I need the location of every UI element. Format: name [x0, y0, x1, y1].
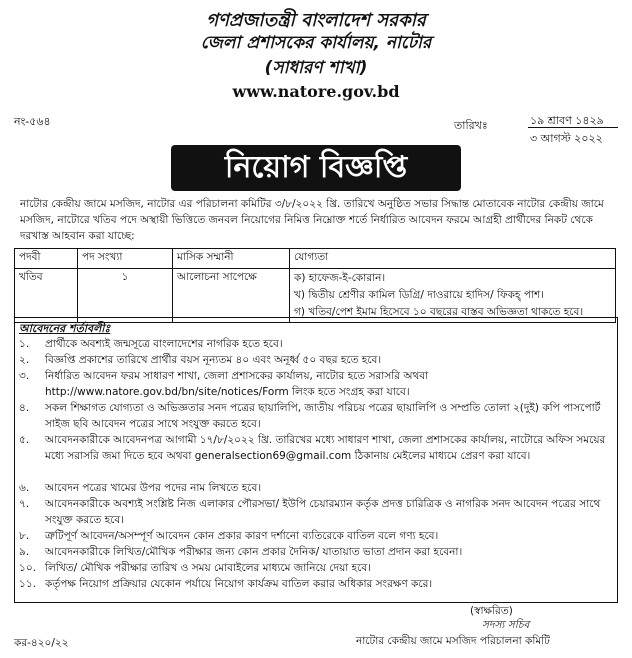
cell-post: খতিব — [15, 269, 78, 323]
condition-number: ৬. — [19, 482, 30, 494]
condition-text: আবেদন পত্রের খামের উপর পদের নাম লিখতে হবে। — [45, 482, 262, 494]
header-salary: মাসিক সম্মানী — [173, 249, 290, 269]
header-post: পদবী — [15, 249, 78, 269]
condition-number: ৫. — [19, 434, 30, 446]
condition-number: ৩. — [19, 370, 30, 382]
cell-salary: আলোচনা সাপেক্ষে — [173, 269, 290, 323]
condition-number: ১০. — [19, 562, 36, 574]
condition-text: নির্ধারিত আবেদন ফরম সাধারণ শাখা, জেলা প্রশাসকের কার্যালয়, নাটোর হতে সরাসরি অথবা http://www.natore.gov.bd/bn/site/notices/Form লিংক হতে সংগ্রহ করা যাবে। — [45, 370, 429, 398]
condition-number: ৯. — [19, 546, 30, 558]
qualification-item: ক) হাফেজ-ই-কোরান। — [294, 272, 386, 284]
cell-count: ১ — [78, 269, 173, 323]
condition-number: ৮. — [19, 530, 30, 542]
condition-text: বিজ্ঞপ্তি প্রকাশের তারিখে প্রার্থীর বয়স নূন্যতম ৪০ এবং অনূর্ধ্ব ৫০ বছর হতে হবে। — [45, 354, 382, 366]
condition-text: লিখিত/ মৌখিক পরীক্ষার তারিখ ও সময় মোবাইলের মাধ্যমে জানিয়ে দেয়া হবে। — [45, 562, 371, 574]
condition-item — [19, 400, 613, 432]
condition-number: ১১. — [19, 578, 36, 590]
office-title: জেলা প্রশাসকের কার্যালয়, নাটোর — [200, 33, 432, 53]
condition-text: আবেদনকারীকে অবশ্যই সংশ্লিষ্ট নিজ এলাকার পৌরসভা/ ইউপি চেয়ারম্যান কর্তৃক প্রদত্ত চারিত্রিক ও নাগরিক সনদ আবেদন পত্রের সাথে সংযুক্ত করতে হবে। — [45, 498, 601, 526]
condition-text: আবেদনকারীকে আবেদনপত্র আগামী ১৭/৮/২০২২ খ্রি. তারিখের মধ্যে সাধারণ শাখা, জেলা প্রশাসকের কার্যালয়, নাটোরে অফিস সময়ের মধ্যে সরাসরি জমা দিতে হবে অথবা generalsection69@gmail.com ঠিকানায় মেইলের মাধ্যমে প্রেরণ করা যাবে। — [45, 434, 606, 462]
qualification-item: গ) খতিব/পেশ ইমাম হিসেবে ১০ বছরের বাস্তব অভিজ্ঞতা থাকতে হবে। — [294, 306, 584, 318]
condition-item — [19, 528, 613, 544]
condition-item — [19, 336, 613, 352]
condition-item — [19, 496, 613, 528]
condition-text: সকল শিক্ষাগত যোগ্যতা ও অভিজ্ঞতার সনদ পত্রের ছায়ালিপি, জাতীয় পরিচয় পত্রের ছায়ালিপি ও সম্প্রতি তোলা ২(দুই) কপি পাসপোর্ট সাইজ ছবি আবেদন পত্রের সাথে সংযুক্ত করতে হবে। — [45, 402, 601, 430]
signatory-designation: সদস্য সচিব — [482, 619, 530, 631]
reference-number: কর-৪২০/২২ — [14, 637, 69, 649]
qualification-item: খ) দ্বিতীয় শ্রেণীর কামিল ডিগ্রি/ দাওরায়ে হাদিস/ ফিকহ্ পাশ। — [294, 289, 544, 301]
condition-item — [19, 480, 613, 496]
cell-qualifications — [290, 269, 616, 323]
condition-number: ২. — [19, 354, 30, 366]
date-bangla: ১৯ শ্রাবণ ১৪২৯ — [530, 114, 604, 127]
website-link[interactable]: www.natore.gov.bd — [232, 82, 400, 101]
condition-text: আবেদনকারীকে লিখিত/মৌখিক পরীক্ষার জন্য কোন প্রকার দৈনিক/ যাতায়াত ভাতা প্রদান করা হবেনা। — [45, 546, 463, 558]
header-qualification: যোগ্যতা — [290, 249, 616, 269]
condition-item — [19, 432, 613, 464]
condition-number: ১. — [19, 338, 30, 350]
date-label: তারিখঃ — [454, 119, 488, 132]
condition-text: প্রার্থীকে অবশ্যই জন্মসূত্রে বাংলাদেশের নাগরিক হতে হবে। — [45, 338, 283, 350]
table-row — [15, 269, 616, 323]
condition-number: ৪. — [19, 402, 30, 414]
condition-number: ৭. — [19, 498, 30, 510]
condition-text: ত্রুটিপূর্ণ আবেদন/অসম্পূর্ণ আবেদন কোন প্রকার কারণ দর্শানো ব্যতিরেকে বাতিল বলে গণ্য হবে। — [45, 530, 439, 542]
section-title: (সাধারণ শাখা) — [264, 58, 368, 78]
vacancy-table — [14, 248, 616, 323]
date-english: ৩ আগস্ট ২০২২ — [530, 132, 603, 145]
signatory-committee: নাটোর কেন্দ্রীয় জামে মসজিদ পরিচালনা কমিটি — [356, 635, 550, 647]
condition-item — [19, 368, 613, 400]
condition-text: কর্তৃপক্ষ নিয়োগ প্রক্রিয়ার যেকোন পর্যায়ে নিয়োগ কার্যক্রম বাতিল করার অধিকার সংরক্ষণ করে। — [45, 578, 433, 590]
table-header-row — [15, 249, 616, 269]
condition-item — [19, 560, 613, 576]
notice-title-banner — [171, 145, 461, 191]
memo-number: নং-৫৬৪ — [14, 115, 51, 128]
notice-title: নিয়োগ বিজ্ঞপ্তি — [224, 150, 408, 185]
govt-title: গণপ্রজাতন্ত্রী বাংলাদেশ সরকার — [206, 10, 426, 31]
signed-note: (স্বাক্ষরিত) — [470, 605, 513, 617]
condition-item — [19, 352, 613, 368]
header-count: পদ সংখ্যা — [78, 249, 173, 269]
condition-item — [19, 576, 613, 592]
conditions-heading: আবেদনের শর্তাবলীঃ — [19, 322, 111, 335]
condition-item — [19, 544, 613, 560]
intro-paragraph: নাটোর কেন্দ্রীয় জামে মসজিদ, নাটোর এর পরিচালনা কমিটির ৩/৮/২০২২ খ্রি. তারিখে অনুষ্ঠিত সভার সিদ্ধান্ত মোতাবেক নাটোর কেন্দ্রীয় জামে মসজিদ, নাটোরে খতিব পদে অস্থায়ী ভিত্তিতে জনবল নিয়োগের নিমিত্ত নিম্নোক্ত শর্তে নির্ধারিত আবেদন ফরমে আগ্রহী প্রার্থীদের নিকট থেকে দরখাস্ত আহবান করা যাচ্ছে: — [20, 198, 604, 242]
date-divider — [528, 127, 618, 128]
conditions-box — [14, 317, 618, 603]
